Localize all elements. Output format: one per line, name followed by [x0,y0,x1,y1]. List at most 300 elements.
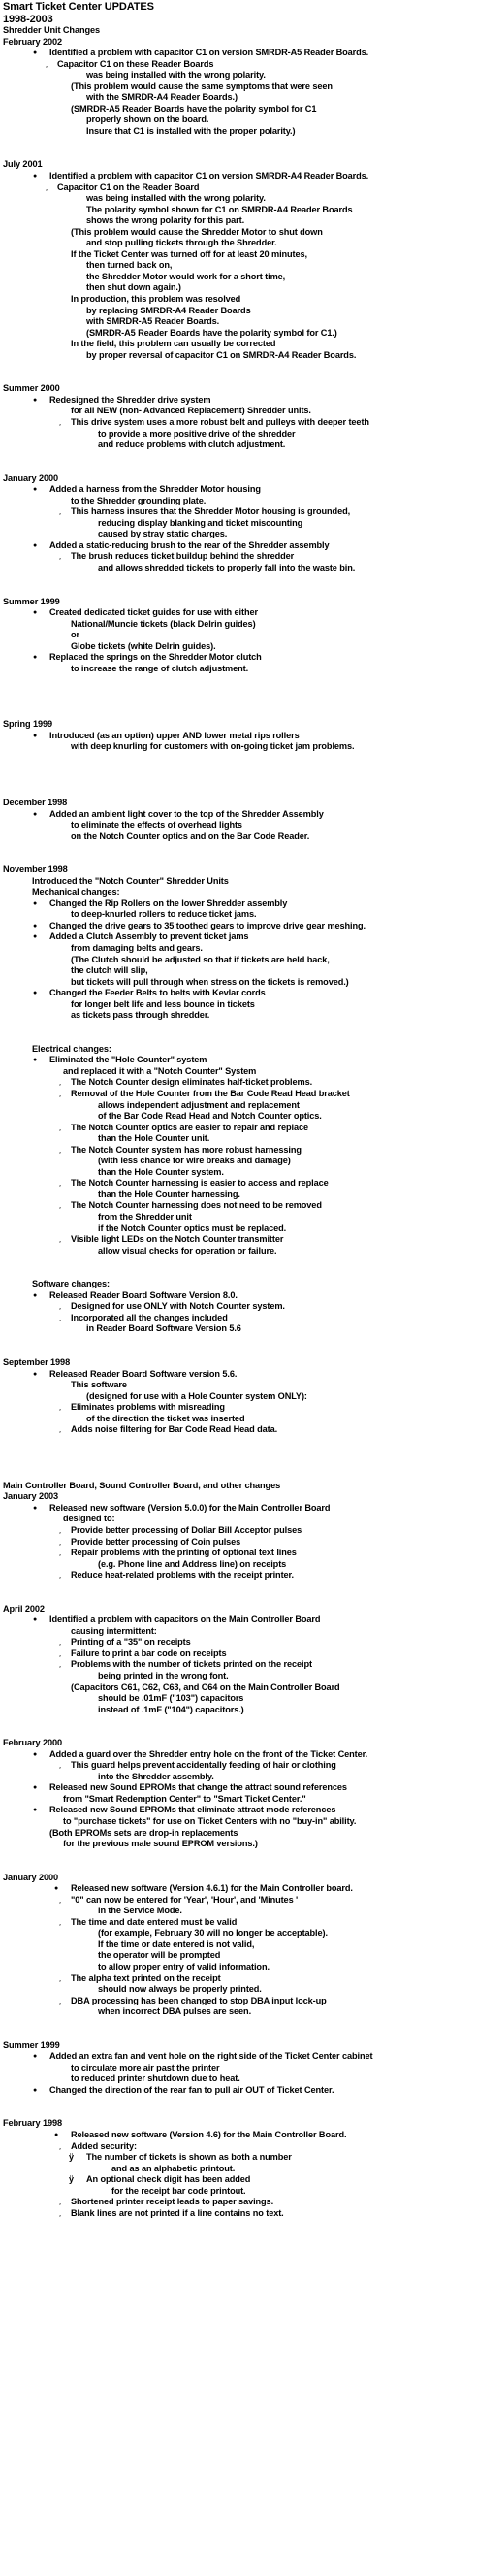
text-line [3,1044,477,1056]
text-line [3,126,477,138]
bullet-mark-icon: ¸ [59,1572,62,1580]
line-text: (for example, February 30 will no longer be acceptable). [98,1928,328,1939]
bullet-mark-icon: ¸ [59,2142,62,2150]
line-text: Reduce heat-related problems with the receipt printer. [71,1570,294,1581]
text-line [3,92,477,104]
line-text: DBA processing has been changed to stop DBA input lock-up [71,1995,327,2005]
text-line [3,238,477,249]
text-line [3,1145,477,1157]
line-text: Released new Sound EPROMs that eliminate attract mode references [49,1805,336,1815]
line-text: This harness insures that the Shredder Motor housing is grounded, [71,506,351,517]
text-line [3,339,477,350]
line-text: Added a guard over the Shredder entry hole on the front of the Ticket Center. [49,1748,368,1759]
line-text: Introduced (as an option) upper AND lower metal rips rollers [49,730,300,740]
text-line [3,2152,477,2164]
text-line [3,1705,477,1716]
text-line [3,977,477,989]
text-line [3,1637,477,1648]
bullet-mark-icon: ¸ [59,1649,62,1657]
line-text: then turned back on, [86,260,173,271]
text-line [3,294,477,306]
line-text: (e.g. Phone line and Address line) on receipts [98,1558,287,1569]
blank-line [3,1581,477,1604]
text-line [3,809,477,821]
line-text: should now always be properly printed. [98,1984,262,1995]
text-line [3,943,477,955]
line-text: Changed the Rip Rollers on the lower Shredder assembly [49,897,288,908]
line-text: Released Reader Board Software version 5.6. [49,1368,238,1379]
text-line [3,1962,477,1973]
line-text: Added security: [71,2140,137,2151]
line-text: Summer 1999 [3,2039,60,2050]
line-text: An optional check digit has been added [86,2174,251,2185]
text-line [3,306,477,317]
text-line [3,1323,477,1335]
blank-line [3,361,477,383]
text-line [3,719,477,731]
text-line [3,260,477,272]
bullet-mark-icon: ¸ [59,1303,62,1311]
text-line [3,1738,477,1749]
bullet-dot-icon: ● [33,49,38,57]
line-text: (Both EPROMs sets are drop-in replacements [49,1827,238,1838]
text-line [3,205,477,216]
blank-line [3,2018,477,2040]
line-text: to increase the range of clutch adjustment. [71,663,249,673]
text-line [3,2197,477,2208]
bullet-dot-icon: ● [33,654,38,662]
text-line [3,1794,477,1806]
line-text: (This problem would cause the same symptoms that were seen [71,81,333,91]
text-line [3,965,477,977]
text-line [3,1212,477,1223]
text-line [3,1313,477,1324]
line-text: Shredder Unit Changes [3,25,100,35]
text-line [3,955,477,966]
line-text: as tickets pass through shredder. [71,1010,210,1021]
line-text: by replacing SMRDR-A4 Reader Boards [86,305,251,315]
text-line [3,1772,477,1783]
text-line [3,1301,477,1313]
blank-line [3,137,477,159]
line-text: and allows shredded tickets to properly fall into the waste bin. [98,562,356,572]
line-text: Replaced the springs on the Shredder Motor clutch [49,652,262,663]
bullet-dot-icon: ● [54,1885,59,1893]
line-text: The Notch Counter optics are easier to repair and replace [71,1122,308,1132]
line-text: Failure to print a bar code on receipts [71,1647,227,1658]
text-line [3,272,477,283]
text-line [3,630,477,641]
bullet-dot-icon: ● [33,1750,38,1758]
text-line [3,1133,477,1145]
text-line [3,1491,477,1503]
line-text: Smart Ticket Center UPDATES [3,1,154,13]
line-text: The Notch Counter harnessing is easier to access and replace [71,1178,329,1189]
text-line [3,37,477,49]
bullet-mark-icon: ¸ [59,1661,62,1669]
line-text: than the Hole Counter unit. [98,1133,210,1144]
text-line [3,1839,477,1850]
text-line [3,114,477,126]
line-text: by proper reversal of capacitor C1 on SMRDR-A4 Reader Boards. [86,349,357,360]
text-line [3,597,477,608]
line-text: The Notch Counter system has more robust harnessing [71,1144,302,1155]
line-text: was being installed with the wrong polarity. [86,70,266,81]
line-text: of the Bar Code Read Head and Notch Counter optics. [98,1111,322,1122]
blank-line [3,1850,477,1873]
text-line [3,864,477,876]
line-text: July 2001 [3,159,43,170]
line-text: Printing of a "35" on receipts [71,1637,191,1647]
text-line [3,182,477,194]
bullet-mark-icon: ¸ [59,1314,62,1321]
line-text: National/Muncie tickets (black Delrin guides) [71,618,256,629]
bullet-dot-icon: ● [33,2053,38,2061]
line-text: the operator will be prompted [98,1950,221,1961]
line-text: from damaging belts and gears. [71,943,203,953]
line-text: from "Smart Redemption Center" to "Smart Ticket Center." [63,1793,306,1804]
text-line [3,1973,477,1985]
line-text: Problems with the number of tickets printed on the receipt [71,1659,312,1670]
text-line [3,887,477,898]
line-text: Released Reader Board Software Version 8.0. [49,1289,238,1300]
line-text: Electrical changes: [32,1043,111,1054]
bullet-dot-icon: ● [33,396,38,404]
bullet-mark-icon: ¸ [59,2209,62,2217]
line-text: Released new software (Version 4.6.1) for the Main Controller board. [71,1883,353,1894]
line-text: in the Service Mode. [98,1906,182,1916]
bullet-dot-icon: ● [33,2086,38,2094]
text-line [3,282,477,294]
line-text: Identified a problem with capacitor C1 on version SMRDR-A5 Reader Boards. [49,48,369,58]
line-text: Designed for use ONLY with Notch Counter system. [71,1301,285,1312]
line-text: Mechanical changes: [32,887,120,897]
line-text: 1998-2003 [3,13,53,25]
text-line [3,931,477,943]
line-text: Identified a problem with capacitors on the Main Controller Board [49,1614,321,1625]
bullet-mark-icon: ¸ [59,508,62,516]
line-text: January 2000 [3,473,59,483]
line-text: for all NEW (non- Advanced Replacement) Shredder units. [71,406,311,416]
line-text: (with less chance for wire breaks and damage) [98,1156,291,1166]
line-text: If the time or date entered is not valid, [98,1939,255,1949]
line-text: with the SMRDR-A4 Reader Boards.) [86,92,238,103]
text-line [3,1570,477,1581]
text-line [3,1659,477,1671]
line-text: The number of tickets is shown as both a number [86,2152,292,2163]
text-line [3,1614,477,1626]
line-text: Added an ambient light cover to the top of the Shredder Assembly [49,808,324,819]
blank-line [3,1458,477,1481]
bullet-mark-icon: ¸ [59,1236,62,1244]
bullet-mark-icon: ¸ [59,1404,62,1412]
line-text: with deep knurling for customers with on-going ticket jam problems. [71,741,355,752]
line-text: into the Shredder assembly. [98,1771,214,1781]
line-text: January 2000 [3,1872,59,1882]
text-line [3,2006,477,2018]
text-line [3,1782,477,1794]
line-text: (This problem would cause the Shredder Motor to shut down [71,226,323,237]
line-text: Summer 1999 [3,596,60,606]
line-text: Introduced the "Notch Counter" Shredder Units [32,875,229,886]
text-line [3,2174,477,2186]
line-text: Software changes: [32,1279,110,1289]
blank-line [3,1256,477,1279]
line-text: if the Notch Counter optics must be replaced. [98,1223,287,1233]
document-title [3,14,477,26]
line-text: being printed in the wrong font. [98,1670,229,1680]
bullet-mark-icon: ¸ [59,1639,62,1647]
bullet-dot-icon: ● [33,990,38,997]
text-line [3,1928,477,1940]
bullet-mark-icon: ¸ [59,1146,62,1154]
line-text: with SMRDR-A5 Reader Boards. [86,316,220,327]
text-line [3,159,477,171]
text-line [3,2164,477,2175]
text-line [3,1514,477,1525]
text-line [3,2141,477,2153]
text-line [3,429,477,440]
text-line [3,1414,477,1425]
blank-line [3,1335,477,1357]
line-text: Created dedicated ticket guides for use with either [49,607,258,618]
line-text: allow visual checks for operation or failure. [98,1245,277,1255]
line-text: and stop pulling tickets through the Shredder. [86,238,277,248]
line-text: Eliminated the "Hole Counter" system [49,1055,207,1065]
text-line [3,607,477,619]
text-line [3,563,477,574]
text-line [3,48,477,59]
text-line [3,731,477,742]
line-text: Identified a problem with capacitor C1 on version SMRDR-A4 Reader Boards. [49,171,369,181]
text-line [3,1895,477,1907]
blank-line [3,1022,477,1044]
line-text: Removal of the Hole Counter from the Bar Code Read Head bracket [71,1089,350,1099]
line-text: (Capacitors C61, C62, C63, and C64 on the Main Controller Board [71,1681,340,1692]
line-text: to "purchase tickets" for use on Ticket Centers with no "buy-in" ability. [63,1816,357,1826]
text-line [3,496,477,507]
line-text: properly shown on the board. [86,114,209,125]
bullet-dot-icon: ● [33,933,38,941]
line-text: Changed the direction of the rear fan to pull air OUT of Ticket Center. [49,2084,334,2095]
blank-line [3,674,477,697]
text-line [3,1883,477,1895]
text-line [3,1178,477,1190]
line-text: causing intermittent: [71,1625,157,1636]
line-text: Redesigned the Shredder drive system [49,394,211,405]
text-line [3,193,477,205]
text-line [3,484,477,496]
text-line [3,395,477,407]
bullet-mark-icon: ¸ [59,1997,62,2005]
bullet-dot-icon: ● [33,922,38,929]
text-line [3,1805,477,1816]
line-text: in Reader Board Software Version 5.6 [86,1323,241,1334]
line-text: to reduced printer shutdown due to heat. [71,2073,240,2084]
line-text: and replaced it with a "Notch Counter" System [63,1065,257,1076]
bullet-mark-icon: ¸ [59,1896,62,1904]
text-line [3,641,477,653]
text-line [3,1369,477,1381]
blank-line [3,842,477,864]
bullet-mark-icon: ¸ [59,1124,62,1131]
line-text: Provide better processing of Coin pulses [71,1536,241,1547]
text-line [3,999,477,1011]
bullet-mark-icon: ¸ [59,1974,62,1982]
bullet-dot-icon: ● [33,1057,38,1064]
document-title [3,1,477,14]
bullet-mark-icon: ¸ [59,1538,62,1546]
text-line [3,1089,477,1100]
bullet-dot-icon: ● [33,1504,38,1512]
bullet-mark-icon: ¸ [46,183,48,191]
line-text: to circulate more air past the printer [71,2062,220,2072]
line-text: on the Notch Counter optics and on the Bar Code Reader. [71,831,310,841]
bullet-mark-icon: ¸ [59,1202,62,1210]
bullet-dot-icon: ● [33,541,38,549]
line-text: Visible light LEDs on the Notch Counter transmitter [71,1234,284,1245]
text-line [3,1357,477,1369]
line-text: April 2002 [3,1603,45,1614]
text-line [3,227,477,239]
line-text: then shut down again.) [86,282,181,293]
line-text: and as an alphabetic printout. [111,2163,236,2173]
text-line [3,1481,477,1492]
text-line [3,383,477,395]
text-line [3,1950,477,1962]
bullet-dot-icon: ● [33,609,38,617]
line-text: for the receipt bar code printout. [111,2185,246,2196]
bullet-mark-icon: ¸ [59,1549,62,1557]
bullet-mark-icon: ¸ [59,1426,62,1434]
text-line [3,1559,477,1571]
line-text: The Notch Counter harnessing does not need to be removed [71,1200,322,1211]
text-line [3,1190,477,1201]
text-line [3,2130,477,2141]
text-line [3,551,477,563]
text-line [3,1200,477,1212]
text-line [3,70,477,82]
bullet-mark-icon: ¸ [46,60,48,68]
blank-line [3,697,477,719]
text-line [3,59,477,71]
line-text: or [71,630,80,640]
line-text: Eliminates problems with misreading [71,1402,225,1413]
line-text: to deep-knurled rollers to reduce ticket jams. [71,909,257,920]
text-line [3,619,477,631]
text-line [3,1693,477,1705]
text-line [3,741,477,753]
text-line [3,2073,477,2085]
bullet-dot-icon: ● [33,1616,38,1624]
text-line [3,1828,477,1840]
text-line [3,1010,477,1022]
bullet-mark-icon: ¸ [59,553,62,561]
line-text: February 2002 [3,36,63,47]
text-line [3,1066,477,1078]
text-line [3,1234,477,1246]
bullet-dot-icon: ● [33,1784,38,1792]
text-line [3,820,477,831]
line-text: but tickets will pull through when stress on the tickets is removed.) [71,976,349,987]
line-text: (SMRDR-A5 Reader Boards have the polarity symbol for C1 [71,103,317,114]
text-line [3,1424,477,1436]
blank-line [3,775,477,798]
line-text: Globe tickets (white Delrin guides). [71,640,216,651]
bullet-mark-icon: ¸ [59,1091,62,1098]
line-text: Added a static-reducing brush to the rear of the Shredder assembly [49,539,330,550]
line-text: than the Hole Counter harnessing. [98,1189,240,1199]
line-text: The Notch Counter design eliminates half-ticket problems. [71,1077,313,1088]
line-text: Insure that C1 is installed with the proper polarity.) [86,125,296,136]
line-text: Adds noise filtering for Bar Code Read Head data. [71,1424,278,1435]
bullet-dot-icon: ● [54,2132,59,2139]
text-line [3,1077,477,1089]
text-line [3,2040,477,2052]
bullet-dot-icon: ● [33,486,38,494]
text-line [3,1760,477,1772]
text-line [3,440,477,451]
line-text: Added an extra fan and vent hole on the right side of the Ticket Center cabinet [49,2051,373,2062]
line-text: The time and date entered must be valid [71,1916,238,1927]
line-text: "0" can now be entered for 'Year', 'Hour', and 'Minutes ' [71,1894,299,1905]
line-text: allows independent adjustment and replacement [98,1099,300,1110]
line-text: from the Shredder unit [98,1212,192,1223]
bullet-dot-icon: ● [33,173,38,180]
text-line [3,2085,477,2097]
line-text: Provide better processing of Dollar Bill Acceptor pulses [71,1524,302,1535]
line-text: instead of .1mF ("104") capacitors.) [98,1704,244,1714]
line-text: Changed the drive gears to 35 toothed gears to improve drive gear meshing. [49,920,366,930]
text-line [3,988,477,999]
text-line [3,1525,477,1537]
text-line [3,249,477,261]
bullet-dot-icon: ● [33,899,38,907]
text-line [3,1279,477,1290]
text-line [3,1671,477,1682]
text-line [3,1917,477,1929]
line-text: This software [71,1380,127,1390]
text-line [3,898,477,910]
bullet-mark-icon: ¸ [59,1180,62,1188]
bullet-mark-icon: ¸ [59,1762,62,1770]
text-line [3,1380,477,1391]
text-line [3,1816,477,1828]
bullet-dot-icon: ● [33,732,38,739]
line-text: to allow proper entry of valid information. [98,1962,270,1973]
text-line [3,1167,477,1179]
bullet-mark-icon: ¸ [59,1526,62,1534]
text-line [3,1391,477,1403]
line-text: the Shredder Motor would work for a short time, [86,271,286,281]
text-line [3,1111,477,1123]
line-text: In the field, this problem can usually be corrected [71,339,276,349]
text-line [3,652,477,664]
text-line [3,1290,477,1302]
line-text: (SMRDR-A5 Reader Boards have the polarity symbol for C1.) [86,327,337,338]
text-line [3,406,477,417]
line-text: to provide a more positive drive of the shredder [98,428,296,439]
text-line [3,1548,477,1559]
line-text: (designed for use with a Hole Counter system ONLY): [86,1390,307,1401]
line-text: The alpha text printed on the receipt [71,1973,221,1983]
line-text: Repair problems with the printing of optional text lines [71,1548,297,1558]
line-text: Added a harness from the Shredder Motor housing [49,484,261,495]
line-text: reducing display blanking and ticket miscounting [98,517,303,528]
text-line [3,417,477,429]
text-line [3,1626,477,1638]
blank-line [3,2096,477,2118]
